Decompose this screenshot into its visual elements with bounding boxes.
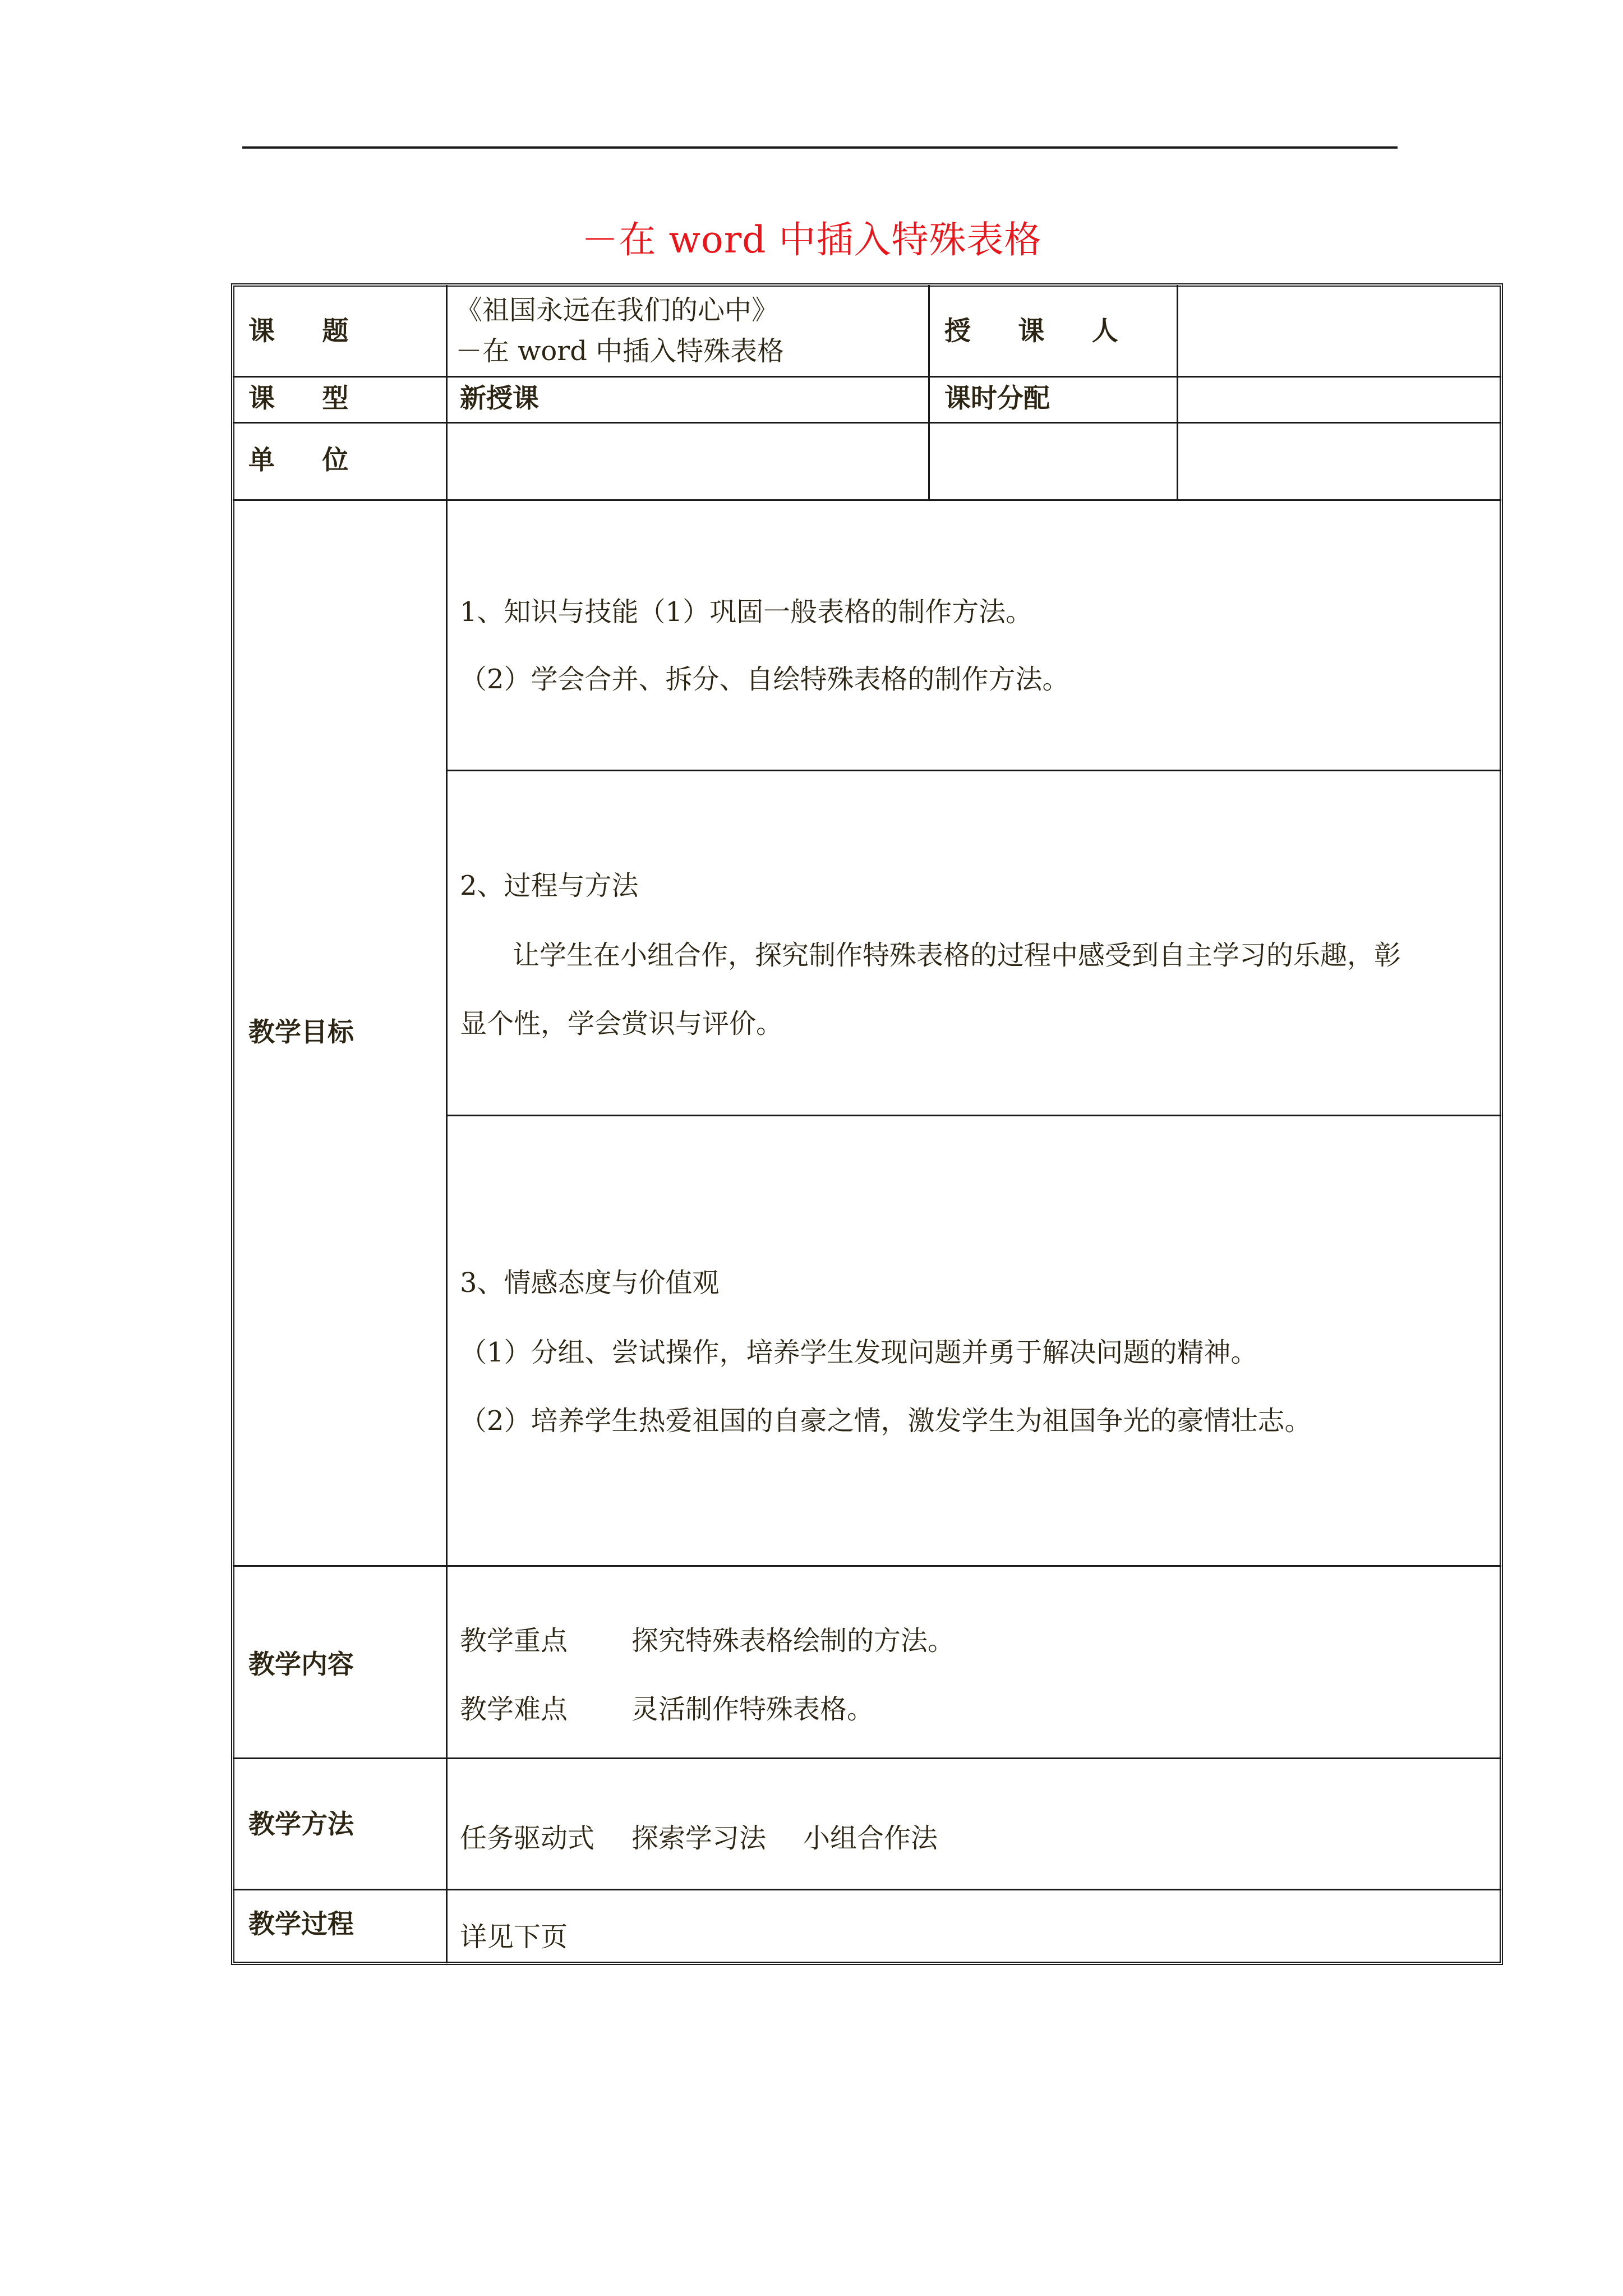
lesson-type-label: 课 型: [248, 383, 368, 414]
process-objective-heading: 2、过程与方法: [460, 870, 639, 901]
grid-line: [233, 376, 1501, 378]
difficulty-value: 灵活制作特殊表格。: [631, 1694, 874, 1725]
grid-line: [446, 770, 1501, 771]
grid-line: [928, 285, 930, 499]
lesson-type-value: 新授课: [460, 383, 539, 414]
methods-label: 教学方法: [248, 1809, 354, 1840]
topic-label: 课 题: [248, 316, 368, 347]
hours-label: 课时分配: [944, 383, 1050, 414]
difficulty-label: 教学难点: [460, 1694, 568, 1725]
emotion-objective-heading: 3、情感态度与价值观: [460, 1267, 720, 1299]
teacher-label: 授 课 人: [944, 316, 1137, 347]
key-point-value: 探究特殊表格绘制的方法。: [631, 1625, 955, 1657]
header-rule: [242, 146, 1398, 149]
grid-line: [446, 285, 448, 1963]
topic-value-line2: －在 word 中插入特殊表格: [455, 335, 785, 367]
method-item: 小组合作法: [803, 1823, 938, 1854]
grid-line: [233, 1757, 1501, 1759]
teaching-process-value: 详见下页: [460, 1921, 568, 1953]
knowledge-objective-line1: 1、知识与技能（1）巩固一般表格的制作方法。: [460, 596, 1033, 628]
grid-line: [1177, 285, 1178, 499]
process-objective-body-line2: 显个性，学会赏识与评价。: [460, 1008, 783, 1039]
grid-line: [446, 1115, 1501, 1116]
method-item: 任务驱动式: [460, 1823, 595, 1854]
grid-line: [233, 422, 1501, 424]
grid-line: [233, 1565, 1501, 1567]
document-title: －在 word 中插入特殊表格: [581, 218, 1042, 261]
key-point-label: 教学重点: [460, 1625, 568, 1657]
emotion-objective-line2: （2）培养学生热爱祖国的自豪之情，激发学生为祖国争光的豪情壮志。: [460, 1405, 1312, 1437]
unit-label: 单 位: [248, 445, 368, 476]
content-label: 教学内容: [248, 1649, 354, 1680]
method-item: 探索学习法: [631, 1823, 767, 1854]
teaching-process-label: 教学过程: [248, 1909, 354, 1940]
objectives-label: 教学目标: [248, 1017, 354, 1048]
process-objective-body-line1: 让学生在小组合作，探究制作特殊表格的过程中感受到自主学习的乐趣，彰: [513, 940, 1401, 971]
topic-value-line1: 《祖国永远在我们的心中》: [455, 295, 779, 326]
grid-line: [233, 1889, 1501, 1890]
emotion-objective-line1: （1）分组、尝试操作，培养学生发现问题并勇于解决问题的精神。: [460, 1337, 1258, 1368]
knowledge-objective-line2: （2）学会合并、拆分、自绘特殊表格的制作方法。: [460, 664, 1069, 695]
grid-line: [233, 499, 1501, 501]
